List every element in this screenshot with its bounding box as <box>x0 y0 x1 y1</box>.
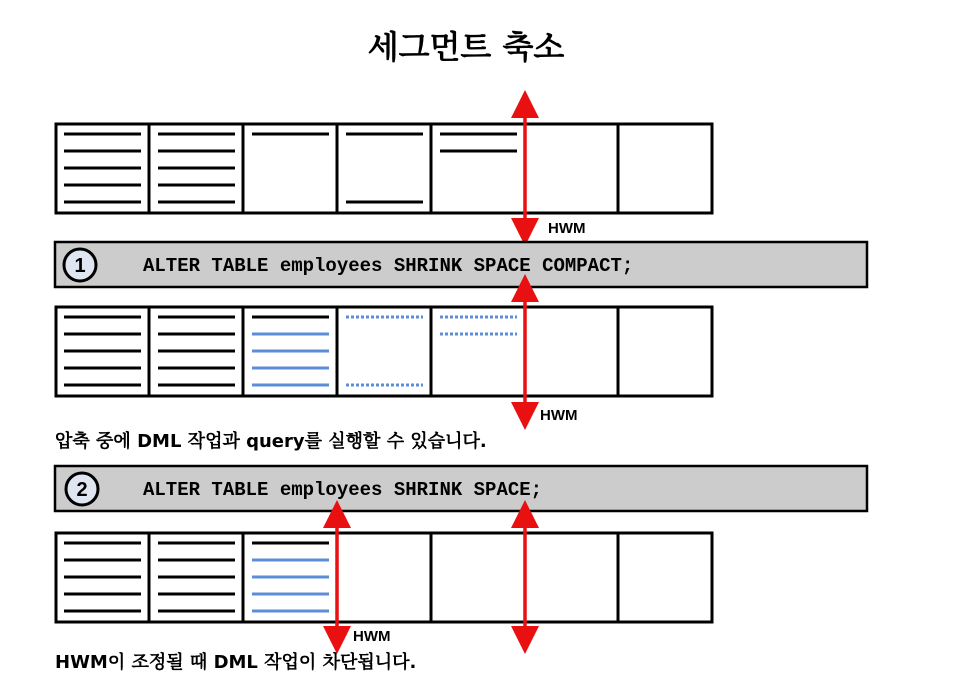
hwm-label-1: HWM <box>548 220 586 237</box>
caption-shrink: HWM이 조정될 때 DML 작업이 차단됩니다. <box>55 652 417 673</box>
hwm-label-2: HWM <box>540 407 578 424</box>
step1-command-bar <box>55 242 867 287</box>
step2-command-bar <box>55 466 867 511</box>
page-title: 세그먼트 축소 <box>367 28 565 66</box>
hwm-label-3: HWM <box>353 628 391 645</box>
caption-compact: 압축 중에 DML 작업과 query를 실행할 수 있습니다. <box>55 431 487 452</box>
segment-row-compacted <box>56 307 712 396</box>
step1-number: 1 <box>74 255 86 277</box>
segment-row-before <box>56 124 712 213</box>
step2-command: ALTER TABLE employees SHRINK SPACE; <box>143 479 543 501</box>
segment-row-shrunk <box>56 533 712 622</box>
step1-command: ALTER TABLE employees SHRINK SPACE COMPACT; <box>143 255 634 277</box>
step2-number: 2 <box>76 479 88 501</box>
